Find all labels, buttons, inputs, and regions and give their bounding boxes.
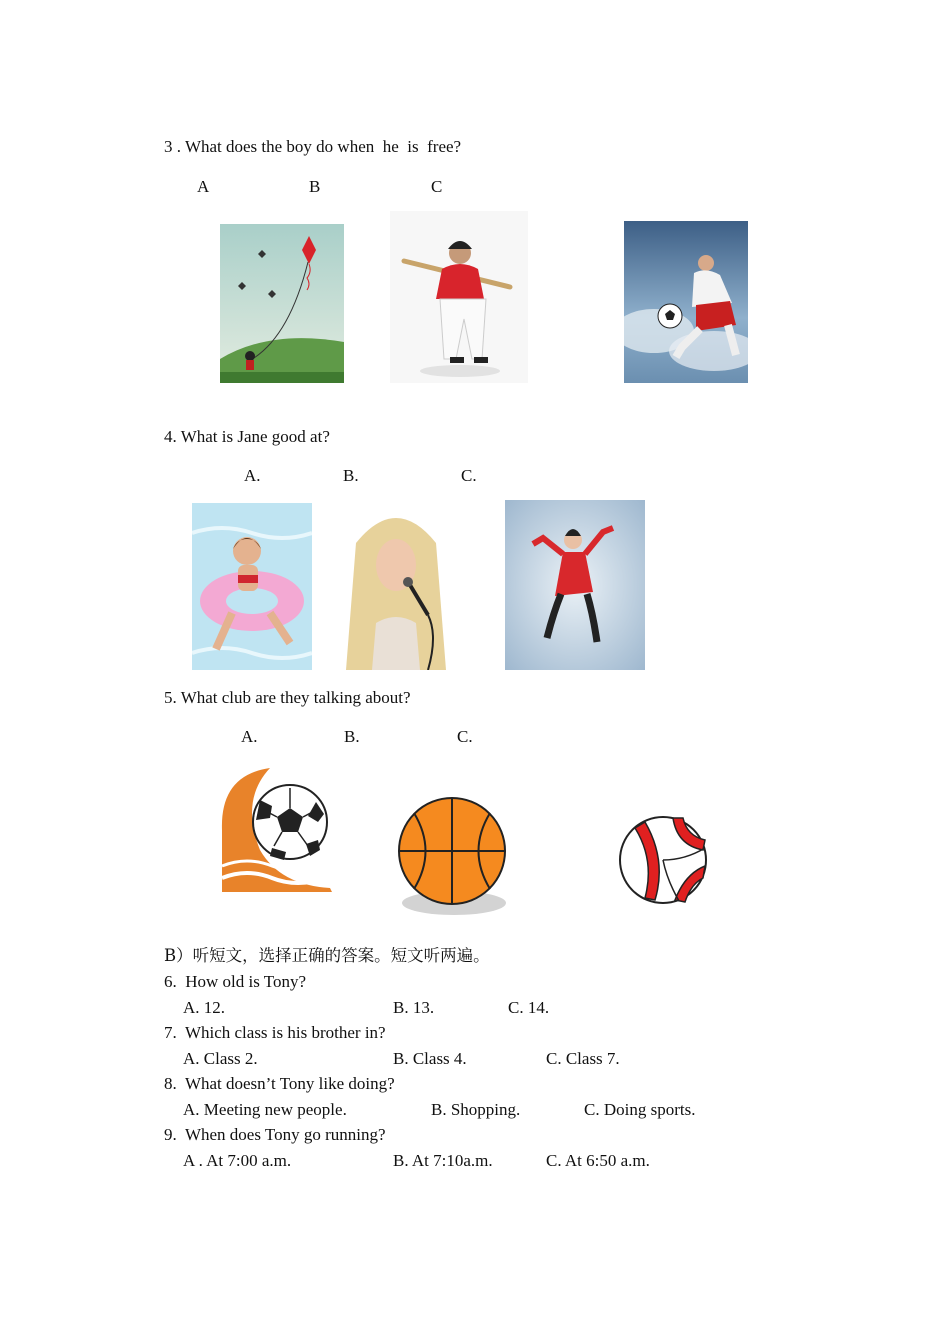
- q6-option-b: B. 13.: [393, 998, 435, 1017]
- q7-option-c: C. Class 7.: [546, 1049, 620, 1068]
- q3-option-b-label: B: [309, 177, 321, 196]
- q7-question: 7. Which class is his brother in?: [164, 1023, 386, 1042]
- soccer-kick-icon: [624, 221, 748, 383]
- q6-question: 6. How old is Tony?: [164, 972, 307, 991]
- dancer-icon: [505, 500, 645, 670]
- q8-option-c: C. Doing sports.: [584, 1100, 696, 1119]
- q6-option-c: C. 14.: [508, 998, 550, 1017]
- q5-option-b-label: B.: [344, 727, 360, 746]
- q4-option-b-label: B.: [343, 466, 359, 485]
- q7-option-a: A. Class 2.: [183, 1049, 258, 1068]
- q5-option-a-label: A.: [241, 727, 258, 746]
- q4-option-a-label: A.: [244, 466, 261, 485]
- soccer-ball-wave-icon: [210, 760, 345, 920]
- q4-option-c-label: C.: [461, 466, 477, 485]
- baseball-player-icon: [390, 211, 528, 383]
- q6-option-a: A. 12.: [183, 998, 226, 1017]
- q9-option-b: B. At 7:10a.m.: [393, 1151, 493, 1170]
- q4-question: 4. What is Jane good at?: [164, 427, 330, 446]
- q5-option-c-label: C.: [457, 727, 473, 746]
- q8-option-b: B. Shopping.: [431, 1100, 521, 1119]
- kite-flying-icon: [220, 224, 344, 383]
- section-b-heading: B）听短文，选择正确的答案。短文听两遍。: [164, 946, 490, 965]
- singer-microphone-icon: [336, 503, 456, 670]
- q9-option-c: C. At 6:50 a.m.: [546, 1151, 650, 1170]
- q9-question: 9. When does Tony go running?: [164, 1125, 386, 1144]
- q8-option-a: A. Meeting new people.: [183, 1100, 347, 1119]
- q7-option-b: B. Class 4.: [393, 1049, 467, 1068]
- q3-option-c-label: C: [431, 177, 443, 196]
- q9-option-a: A . At 7:00 a.m.: [183, 1151, 292, 1170]
- volleyball-icon: [615, 800, 715, 920]
- q3-question: 3 . What does the boy do when he is free?: [164, 137, 462, 156]
- q3-option-a-label: A: [197, 177, 210, 196]
- swimming-ring-icon: [192, 503, 312, 670]
- q5-question: 5. What club are they talking about?: [164, 688, 411, 707]
- basketball-icon: [392, 795, 512, 920]
- q8-question: 8. What doesn’t Tony like doing?: [164, 1074, 395, 1093]
